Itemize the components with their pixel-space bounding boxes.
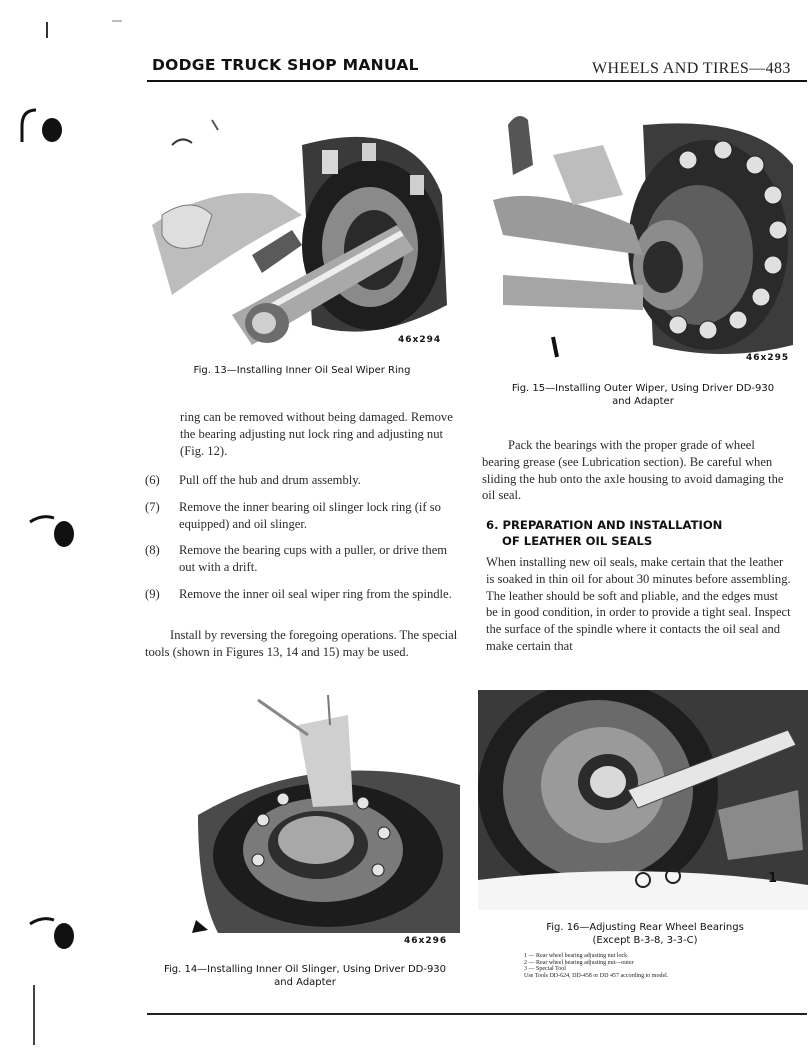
figure-16-caption-line2: (Except B-3-8, 3-3-C) <box>592 935 698 946</box>
binder-hole-1 <box>20 108 40 148</box>
step-number: (9) <box>145 586 160 601</box>
section-heading <box>486 517 796 549</box>
figure-15-caption-line1: Fig. 15—Installing Outer Wiper, Using Driver DD-930 <box>511 383 775 394</box>
figure-14-photo <box>178 695 460 933</box>
figure-14-code: 46x296 <box>404 936 448 946</box>
figure-16-legend <box>524 953 799 979</box>
section-heading-line1: 6. PREPARATION AND INSTALLATION <box>486 518 723 532</box>
pack-paragraph <box>482 437 792 504</box>
legend-item-3: 3 — Special Tool <box>524 966 566 972</box>
header-rule <box>147 80 807 82</box>
step-8 <box>145 542 458 576</box>
step-text: Remove the inner bearing oil slinger lock ring (if so equipped) and oil slinger. <box>179 499 441 531</box>
figure-13-caption: Fig. 13—Installing Inner Oil Seal Wiper Ring <box>193 365 411 376</box>
binder-hole-2 <box>28 512 78 557</box>
figure-15-photo <box>493 105 793 363</box>
figure-15-code: 46x295 <box>746 353 790 363</box>
manual-title: DODGE TRUCK SHOP MANUAL <box>152 56 419 74</box>
figure-13-photo <box>152 105 452 350</box>
legend-item-2: 2 — Rear wheel bearing adjusting nut—outer <box>524 959 634 966</box>
binder-hole-3 <box>28 914 78 959</box>
figure-14-caption-line2: and Adapter <box>274 977 336 988</box>
step-9 <box>145 586 458 603</box>
figure-14-caption-line1: Fig. 14—Installing Inner Oil Slinger, Using Driver DD-930 <box>163 964 447 975</box>
install-text: Install by reversing the foregoing operations. The special tools (shown in Figures 13, 14 and 15) may be used. <box>145 628 458 659</box>
step-text: Remove the bearing cups with a puller, or drive them out with a drift. <box>179 543 448 575</box>
binder-mark-top <box>46 22 48 38</box>
svg-text:1: 1 <box>768 871 778 886</box>
figure-16-photo <box>478 690 808 910</box>
steps-list <box>145 462 458 603</box>
figure-13-code: 46x294 <box>398 335 442 345</box>
step-text: Remove the inner oil seal wiper ring from the spindle. <box>179 586 452 601</box>
step-6 <box>145 472 458 489</box>
step-number: (8) <box>145 543 160 558</box>
seals-paragraph <box>486 554 792 655</box>
section-heading-line2: OF LEATHER OIL SEALS <box>502 534 653 548</box>
intro-paragraph: ring can be removed without being damaged. Remove the bearing adjusting nut lock ring and adjusting nut (Fig. 12). <box>180 410 453 458</box>
page-edge-line <box>33 985 35 1045</box>
step-number: (7) <box>145 499 160 514</box>
section-title: WHEELS AND TIRES—483 <box>592 60 791 77</box>
step-7 <box>145 499 458 533</box>
step-number: (6) <box>145 473 160 487</box>
step-text: Pull off the hub and drum assembly. <box>179 473 361 487</box>
figure-15-caption-line2: and Adapter <box>612 396 674 407</box>
install-paragraph <box>145 627 458 661</box>
footer-rule <box>147 1013 807 1015</box>
figure-16-caption-line1: Fig. 16—Adjusting Rear Wheel Bearings <box>546 922 744 933</box>
legend-item-4: Use Tools DD-624, DD-458 or DD 457 according to model. <box>524 972 669 979</box>
left-column <box>180 409 458 459</box>
seals-text: When installing new oil seals, make certain that the leather is soaked in thin oil for about 30 minutes before assembling. The leather should be soft and pliable, and the edges must be in good condition, in order to provide a tight seal. Inspect the surface of the spindle where it contacts the oil seal and make certain that <box>486 555 791 653</box>
legend-item-1: 1 — Rear wheel bearing adjusting nut lock <box>524 953 628 959</box>
scan-speck <box>112 20 122 22</box>
pack-text: Pack the bearings with the proper grade of wheel bearing grease (see Lubrication section). Be careful when sliding the hub onto the axle housing to avoid damaging the oil seal. <box>482 438 784 503</box>
